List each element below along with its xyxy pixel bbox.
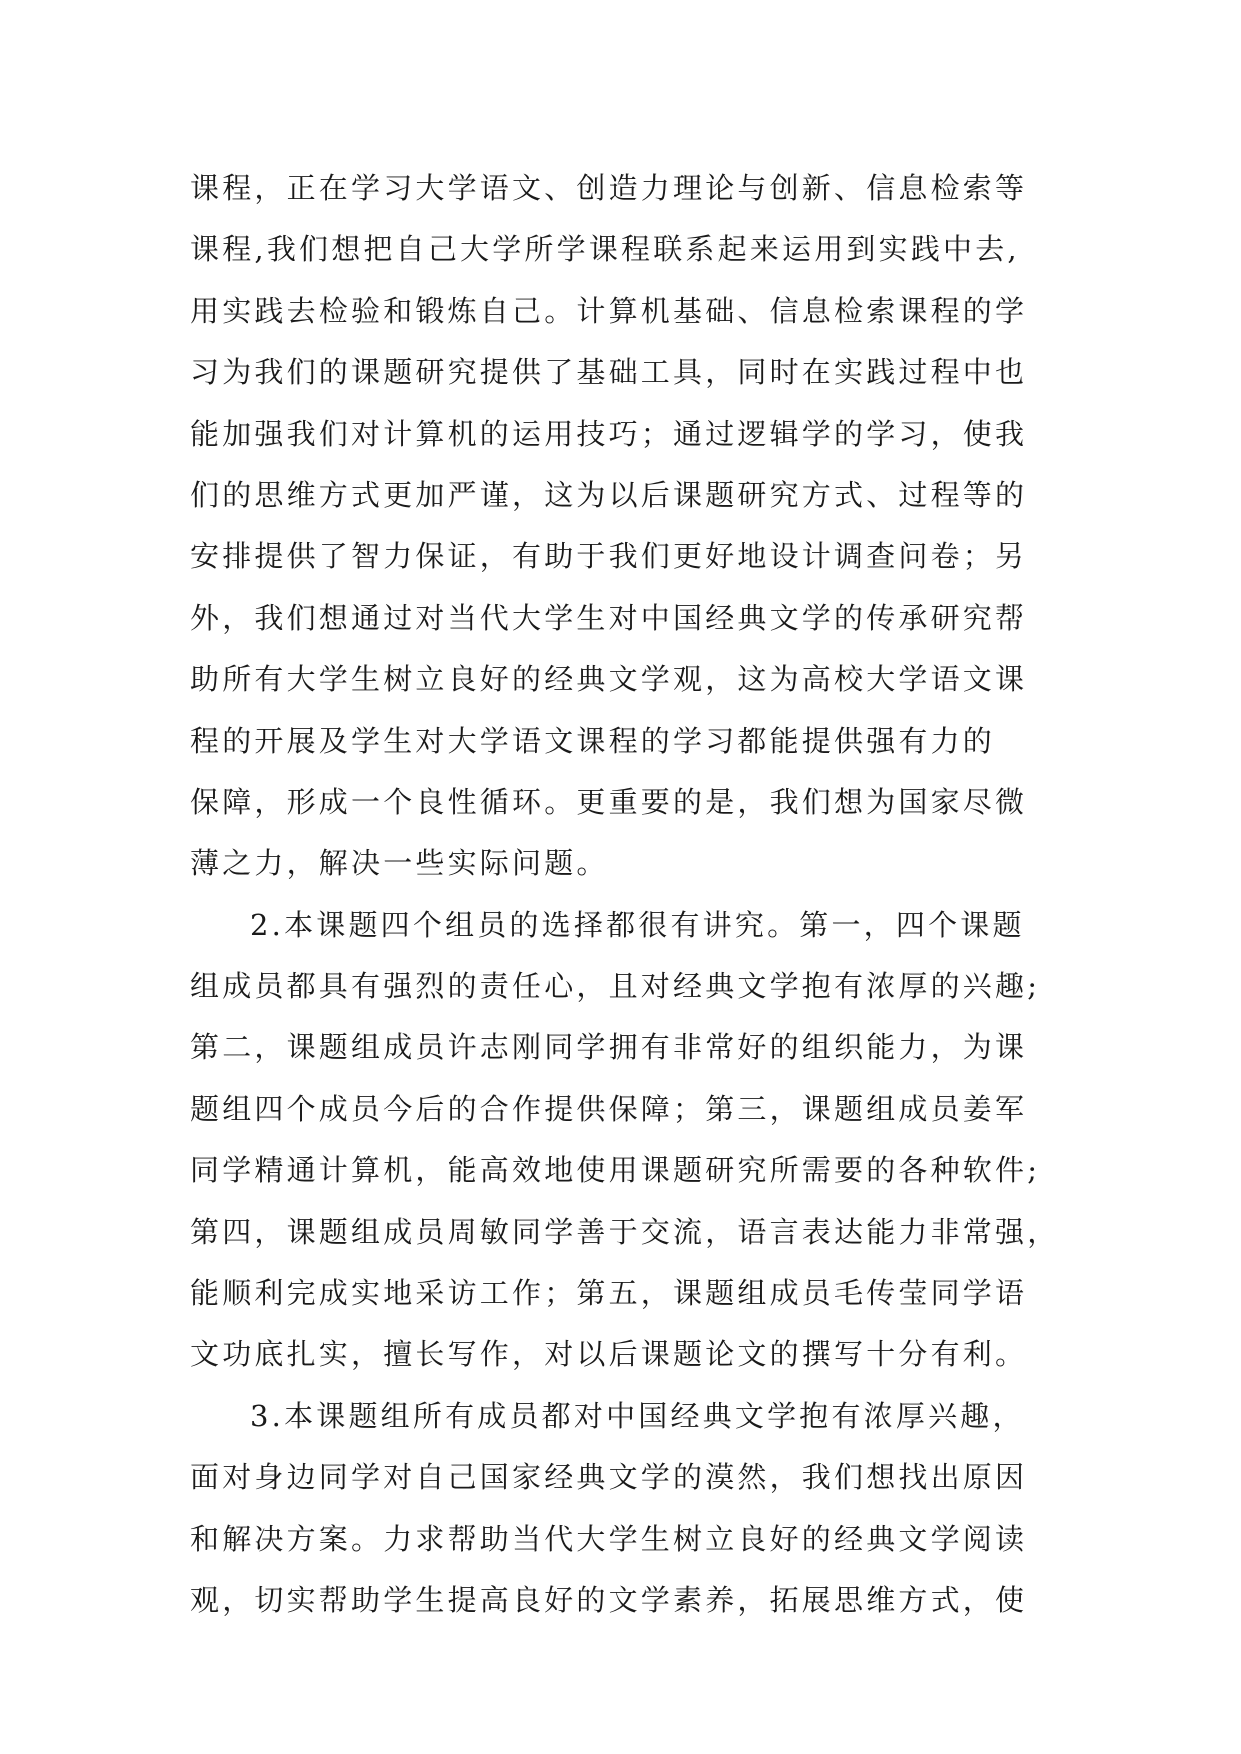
- text-line: 观，切实帮助学生提高良好的文学素养，拓展思维方式，使: [190, 1582, 1028, 1617]
- body-text: [190, 158, 1090, 1631]
- text-line: 文功底扎实，擅长写作，对以后课题论文的撰写十分有利。: [190, 1337, 1028, 1372]
- paragraph-3-start: 3.本课题组所有成员都对中国经典文学抱有浓厚兴趣，: [250, 1398, 1025, 1433]
- text-line: 外，我们想通过对当代大学生对中国经典文学的传承研究帮: [190, 600, 1028, 635]
- paragraph-2-start: 2.本课题四个组员的选择都很有讲究。第一，四个课题: [250, 907, 1025, 942]
- text-line: 组成员都具有强烈的责任心，且对经典文学抱有浓厚的兴趣;: [190, 969, 1041, 1004]
- text-line: 助所有大学生树立良好的经典文学观，这为高校大学语文课: [190, 662, 1028, 697]
- text-line: 题组四个成员今后的合作提供保障；第三，课题组成员姜军: [190, 1091, 1028, 1126]
- text-line: 和解决方案。力求帮助当代大学生树立良好的经典文学阅读: [190, 1521, 1028, 1556]
- text-line: 课程，正在学习大学语文、创造力理论与创新、信息检索等: [190, 171, 1028, 205]
- text-line: 同学精通计算机，能高效地使用课题研究所需要的各种软件;: [190, 1153, 1041, 1188]
- text-line: 保障，形成一个良性循环。更重要的是，我们想为国家尽微: [190, 784, 1028, 819]
- text-line: 面对身边同学对自己国家经典文学的漠然，我们想找出原因: [190, 1460, 1028, 1495]
- text-line: 程的开展及学生对大学语文课程的学习都能提供强有力的: [190, 723, 996, 758]
- text-line: 薄之力，解决一些实际问题。: [190, 846, 609, 881]
- text-line: 能加强我们对计算机的运用技巧；通过逻辑学的学习，使我: [190, 416, 1028, 451]
- text-line: 课程,我们想把自己大学所学课程联系起来运用到实践中去,: [190, 232, 1020, 267]
- text-line: 第二，课题组成员许志刚同学拥有非常好的组织能力，为课: [190, 1030, 1028, 1065]
- text-line: 习为我们的课题研究提供了基础工具，同时在实践过程中也: [190, 355, 1028, 390]
- text-line: 第四，课题组成员周敏同学善于交流，语言表达能力非常强，: [190, 1214, 1060, 1249]
- text-line: 们的思维方式更加严谨，这为以后课题研究方式、过程等的: [190, 477, 1028, 512]
- text-line: 能顺利完成实地采访工作；第五，课题组成员毛传莹同学语: [190, 1276, 1028, 1311]
- text-line: 用实践去检验和锻炼自己。计算机基础、信息检索课程的学: [190, 293, 1028, 328]
- text-line: 安排提供了智力保证，有助于我们更好地设计调查问卷；另: [190, 539, 1028, 574]
